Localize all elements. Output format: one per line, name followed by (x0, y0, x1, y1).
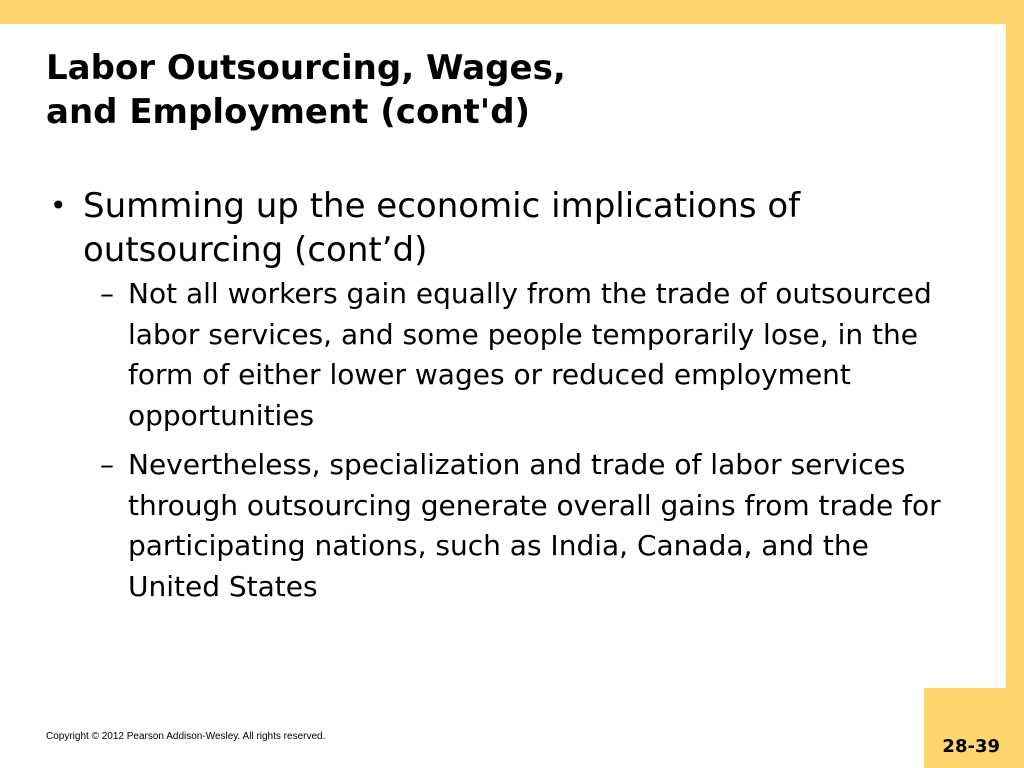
bullet-text: Summing up the economic implications of outsourcing (cont’d) (83, 186, 801, 270)
bullet-item (46, 184, 946, 272)
copyright-notice: Copyright © 2012 Pearson Addison-Wesley. All rights reserved. (46, 731, 326, 742)
slide-title-line-2: and Employment (cont'd) (46, 92, 531, 132)
sub-bullet-item (46, 274, 948, 436)
sub-bullet-text: Nevertheless, specialization and trade of labor services through outsourcing generate overall gains from trade for participating nations, such as India, Canada, and the United States (128, 448, 941, 603)
slide-title (46, 46, 946, 134)
sub-bullet-marker: – (100, 448, 114, 481)
sub-bullet-marker: – (100, 277, 114, 310)
bullet-list (46, 184, 946, 607)
sub-bullet-text: Not all workers gain equally from the trade of outsourced labor services, and some people temporarily lose, in the form of either lower wages or reduced employment opportunities (128, 277, 932, 432)
slide-title-line-1: Labor Outsourcing, Wages, (46, 48, 566, 88)
right-frame-bar (1006, 0, 1024, 768)
sub-bullet-item (46, 445, 948, 607)
top-frame-bar (0, 0, 1024, 24)
page-number: 28-39 (942, 736, 1000, 757)
bullet-marker: • (50, 189, 67, 222)
page-number-box (924, 688, 1024, 768)
